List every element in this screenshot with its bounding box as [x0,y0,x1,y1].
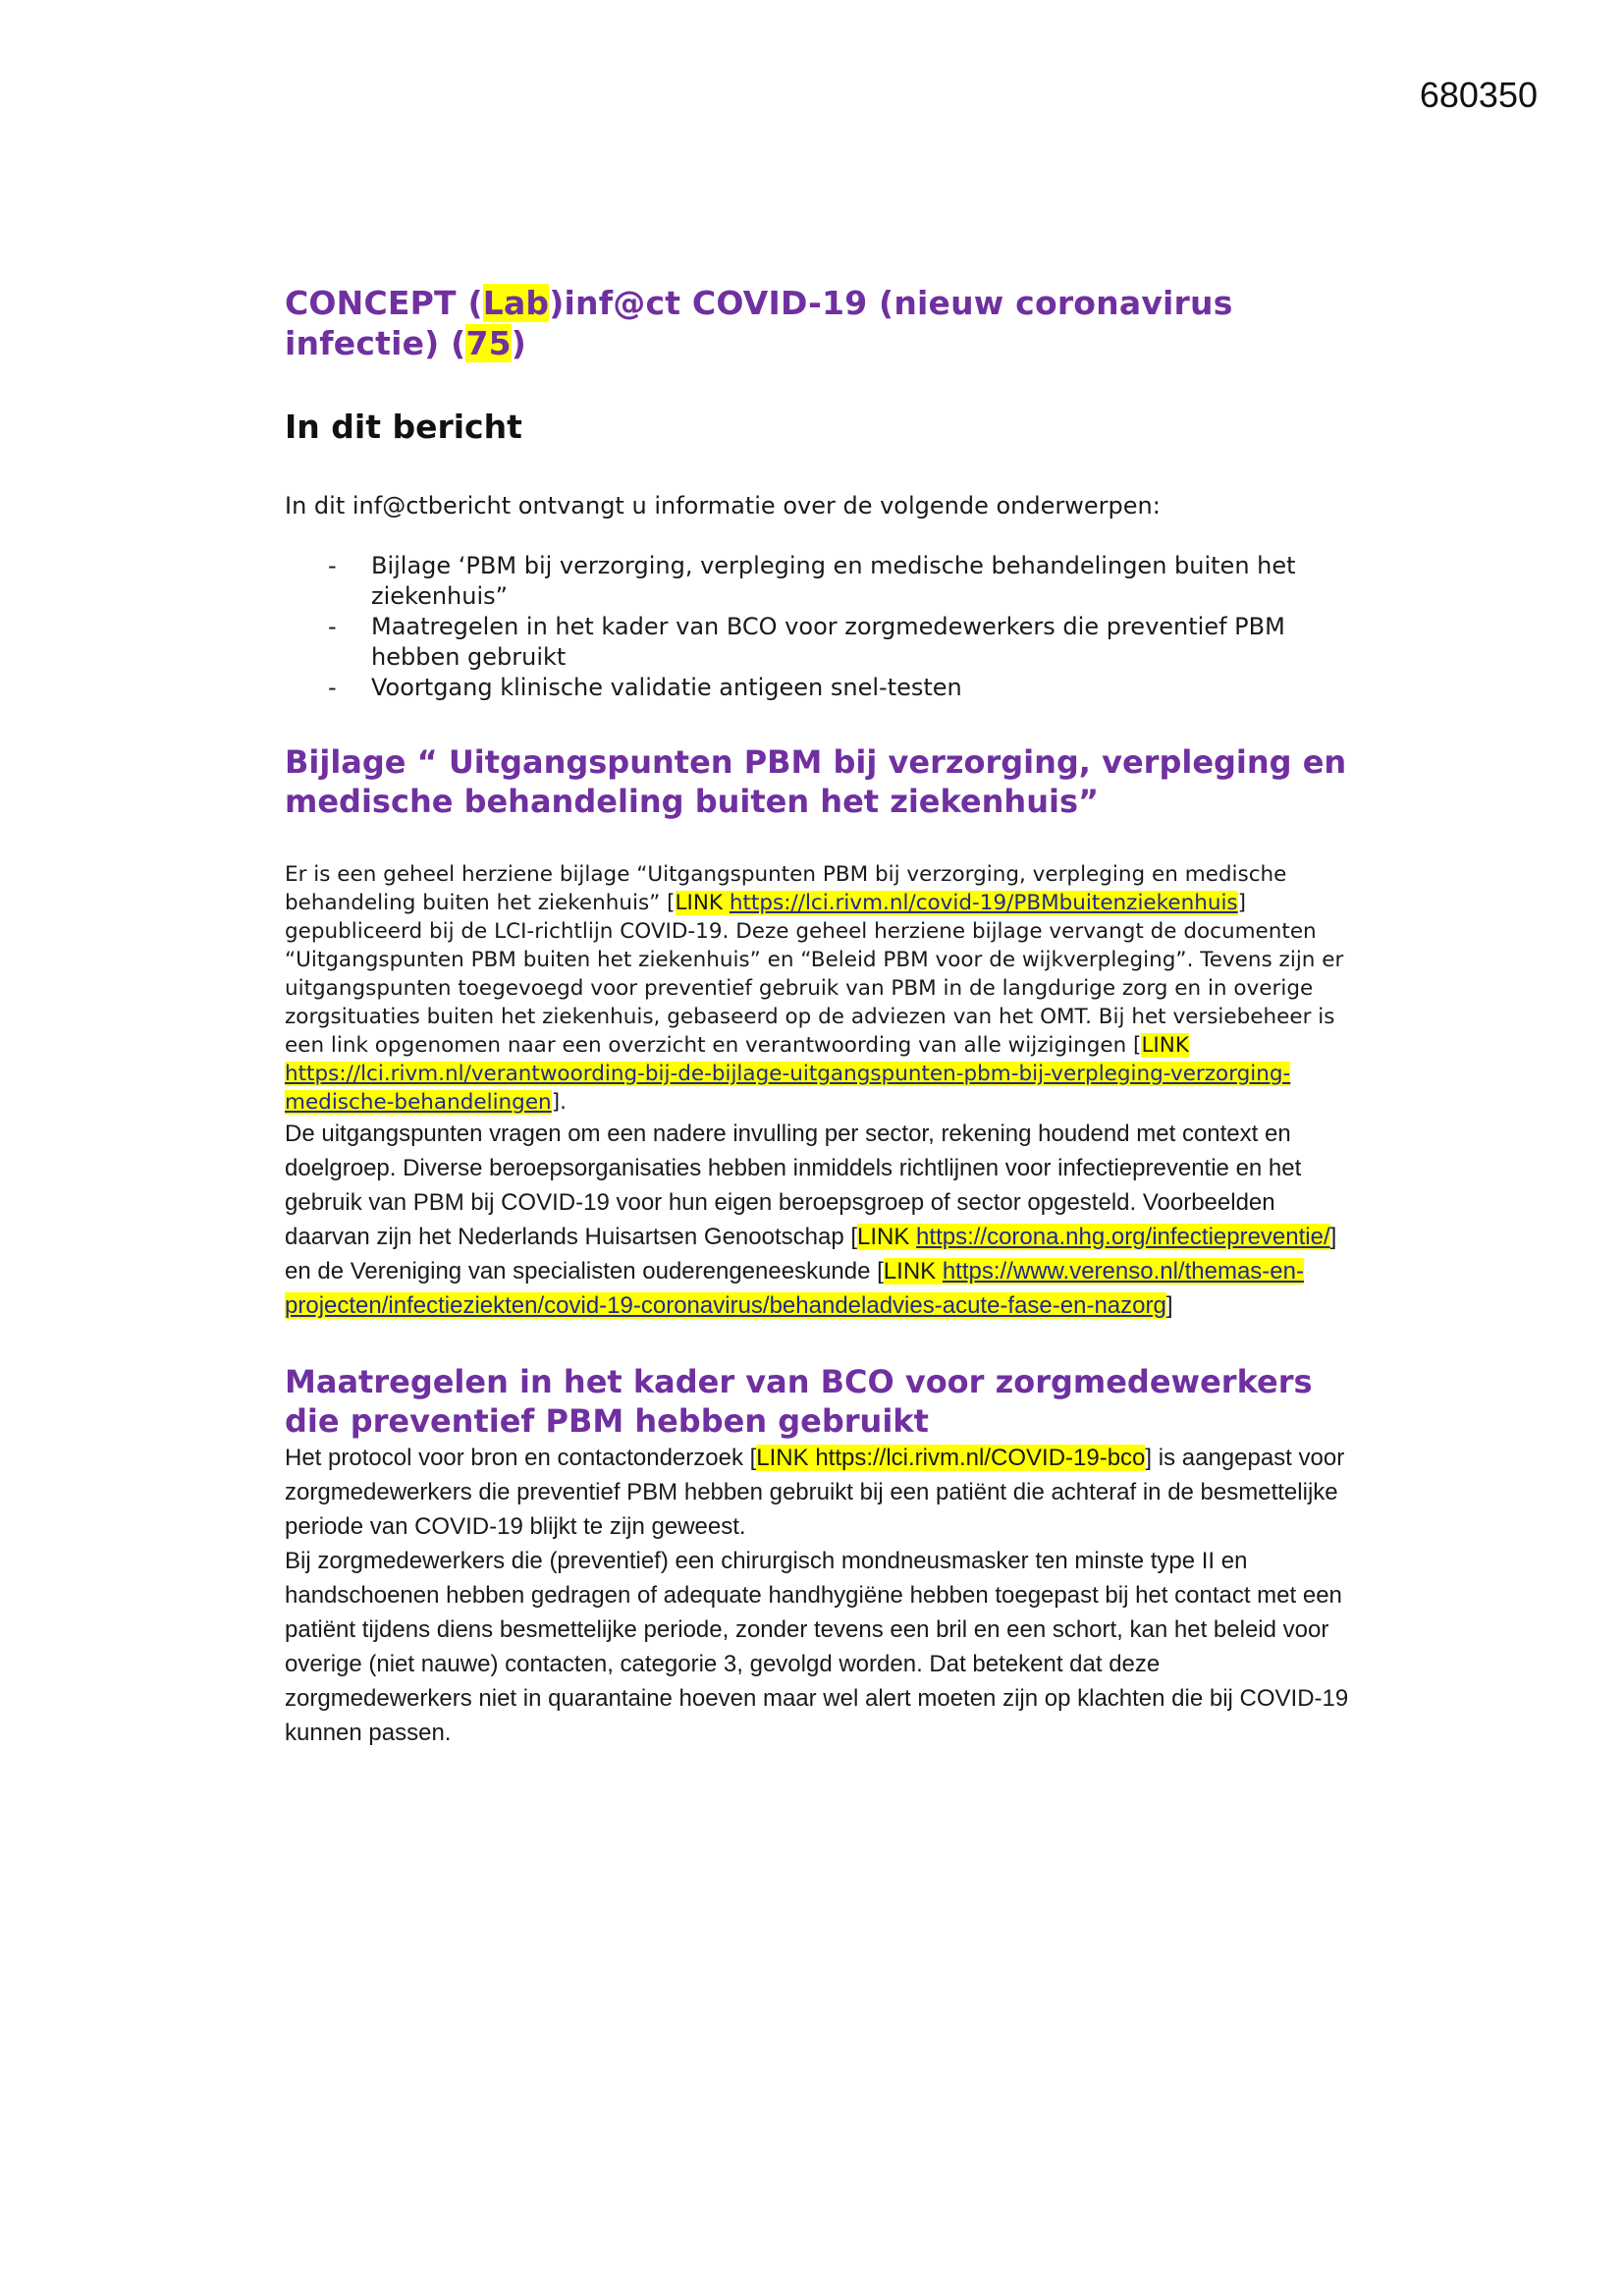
section-heading-in-dit-bericht: In dit bericht [285,408,522,446]
link-pbm-buiten-ziekenhuis[interactable]: https://lci.rivm.nl/covid-19/PBMbuitenziekenhuis [729,891,1238,915]
document-body [285,283,1351,1750]
link-label: LINK [756,1445,816,1471]
link-label: LINK [675,891,730,915]
link-label: LINK [857,1224,910,1250]
bco-protocol-paragraph [285,1441,1351,1544]
link-verantwoording[interactable]: https://lci.rivm.nl/verantwoording-bij-de-bijlage-uitgangspunten-pbm-bij-verpleging-verzorging-medische-behandelingen [285,1062,1291,1115]
list-item: - Maatregelen in het kader van BCO voor zorgmedewerkers die preventief PBM hebben gebruikt [328,612,1351,673]
link-highlight [676,891,1238,915]
list-item: - Bijlage ‘PBM bij verzorging, verpleging en medische behandelingen buiten het ziekenhuis” [328,551,1351,612]
bijlage-paragraph [285,860,1351,1117]
link-highlight [756,1445,1145,1471]
section-heading-bijlage: Bijlage “ Uitgangspunten PBM bij verzorging, verpleging en medische behandeling buiten het ziekenhuis” [285,743,1347,820]
section-heading-maatregelen-bco: Maatregelen in het kader van BCO voor zorgmedewerkers die preventief PBM hebben gebruikt [285,1363,1313,1440]
title-prefix: CONCEPT [285,284,468,322]
link-label: LINK [883,1258,943,1285]
list-item: - Voortgang klinische validatie antigeen snel-testen [328,673,1351,703]
text-run: ] gepubliceerd bij de LCI-richtlijn COVID-19. Deze geheel herziene bijlage vervangt de documenten “Uitgangspunten PBM buiten het ziekenhuis” en “Beleid PBM voor de wijkverpleging”. Tevens zijn er uitgangspunten toegevoegd voor preventief gebruik van PBM in de langdurige zorg en in overige zorgsituaties buiten het ziekenhuis, gebaseerd op de adviezen van het OMT. Bij het versiebeheer is een link opgenomen naar een overzicht en verantwoording van alle wijzigingen [ [285,891,1344,1058]
text-run: ] is aangepast voor zorgmedewerkers die preventief PBM hebben gebruikt bij een patiënt die achteraf in de besmettelijke periode van COVID-19 blijkt te zijn geweest. [285,1445,1345,1540]
title-issue-number: 75 [465,324,512,362]
text-run: ] en de Vereniging van specialisten ouderengeneeskunde [ [285,1224,1337,1285]
text-run: Er is een geheel herziene bijlage “Uitgangspunten PBM bij verzorging, verpleging en medische behandeling buiten het ziekenhuis” [ [285,862,1287,915]
topics-list [285,551,1351,703]
title-suffix: ) [511,324,527,362]
title-highlight-lab: Lab [482,284,550,322]
text-run: ]. [551,1090,567,1115]
text-run: De uitgangspunten vragen om een nadere invulling per sector, rekening houdend met context en doelgroep. Diverse beroepsorganisaties hebben inmiddels richtlijnen voor infectiepreventie en het gebruik van PBM bij COVID-19 voor hun eigen beroepsgroep of sector opgesteld. Voorbeelden daarvan zijn het Nederlands Huisartsen Genootschap [ [285,1121,1302,1250]
text-run: ] [1165,1292,1173,1319]
link-label: LINK [1141,1033,1189,1058]
page-number: 680350 [1419,75,1538,115]
title-part2: )inf@ct COVID-19 (nieuw coronavirus infectie) ( [285,284,1233,362]
link-highlight [857,1224,1330,1250]
link-nhg-infectiepreventie[interactable]: https://corona.nhg.org/infectiepreventie/ [916,1224,1330,1250]
zorgmedewerkers-paragraph: Bij zorgmedewerkers die (preventief) een chirurgisch mondneusmasker ten minste type II en handschoenen hebben gedragen of adequate handhygiëne hebben toegepast bij het contact met een patiënt tijdens diens besmettelijke periode, zonder tevens een bril en een schort, kan het beleid voor overige (niet nauwe) contacten, categorie 3, gevolgd worden. Dat betekent dat deze zorgmedewerkers niet in quarantaine hoeven maar wel alert moeten zijn op klachten die bij COVID-19 kunnen passen. [285,1548,1349,1746]
title-part1: ( [467,284,483,322]
intro-paragraph: In dit inf@ctbericht ontvangt u informatie over de volgende onderwerpen: [285,492,1161,519]
document-title [285,283,1351,363]
link-covid-19-bco[interactable]: https://lci.rivm.nl/COVID-19-bco [815,1445,1146,1471]
link-verenso-behandeladvies[interactable]: https://www.verenso.nl/themas-en-projecten/infectieziekten/covid-19-coronavirus/behandeladvies-acute-fase-en-nazorg [285,1258,1304,1319]
uitgangspunten-paragraph [285,1117,1351,1323]
text-run: Het protocol voor bron en contactonderzoek [ [285,1445,757,1471]
